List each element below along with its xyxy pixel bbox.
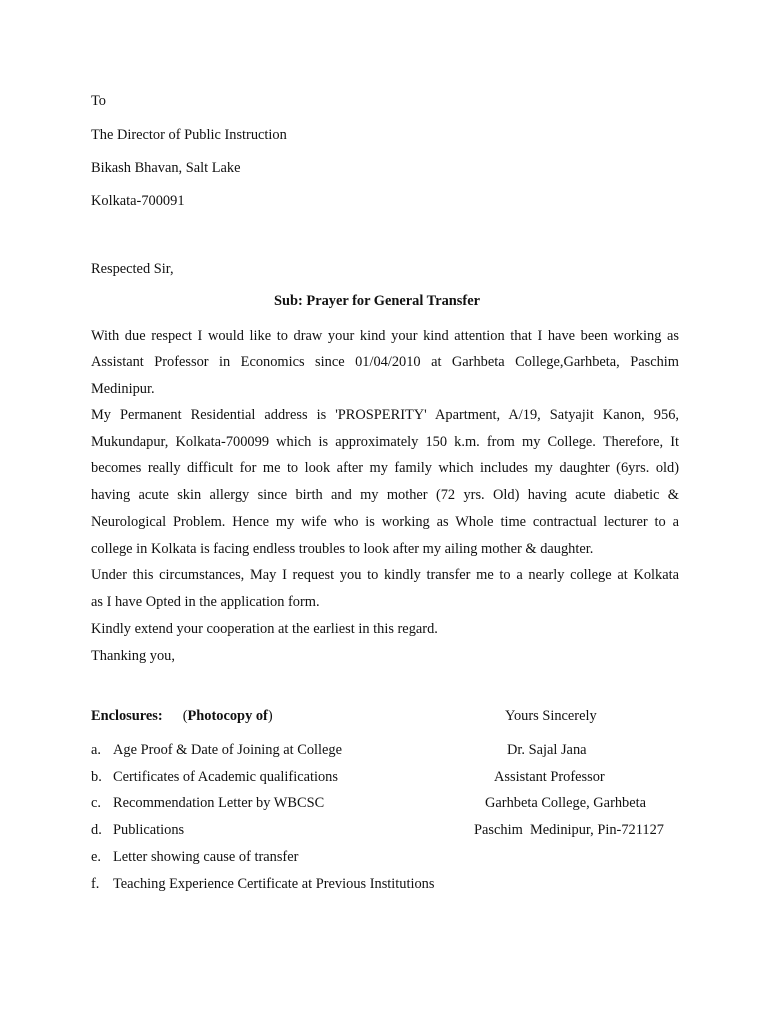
body-p4: Kindly extend your cooperation at the earliest in this regard. <box>91 621 438 637</box>
list-item <box>91 769 338 786</box>
list-item-text: Teaching Experience Certificate at Previous Institutions <box>113 876 435 892</box>
list-marker: a. <box>91 742 101 758</box>
list-item-text: Recommendation Letter by WBCSC <box>113 795 325 811</box>
body-p1-line2: Assistant Professor in Economics since 01/04/2010 at Garhbeta College,Garhbeta, Paschim <box>91 354 679 370</box>
list-marker: f. <box>91 876 100 892</box>
list-item <box>91 822 184 839</box>
signature-college: Garhbeta College, Garhbeta <box>485 795 647 811</box>
signature-closing: Yours Sincerely <box>505 708 597 724</box>
list-marker: b. <box>91 769 102 785</box>
address-recipient: The Director of Public Instruction <box>91 127 287 143</box>
body-p1-line3: Medinipur. <box>91 381 155 397</box>
body-p2-line1: My Permanent Residential address is 'PROSPERITY' Apartment, A/19, Satyajit Kanon, 956, <box>91 407 679 423</box>
enclosures-paren-open: ( <box>182 708 188 724</box>
enclosures-heading: Enclosures: <box>91 708 163 724</box>
list-item <box>91 742 342 759</box>
list-item-text: Publications <box>113 822 185 838</box>
list-marker: e. <box>91 849 101 865</box>
salutation: Respected Sir, <box>91 261 174 277</box>
list-marker: c. <box>91 795 101 811</box>
body-p3-line1: Under this circumstances, May I request you to kindly transfer me to a nearly college at Kolkata <box>91 567 679 583</box>
body-p3-line2: as I have Opted in the application form. <box>91 594 320 610</box>
subject-line: Sub: Prayer for General Transfer <box>274 293 480 309</box>
enclosures-heading-row <box>91 708 273 725</box>
body-p2-line5: Neurological Problem. Hence my wife who is working as Whole time contractual lecturer to a <box>91 514 679 530</box>
body-p1-line1: With due respect I would like to draw your kind your kind attention that I have been working as <box>91 328 679 344</box>
address-to: To <box>91 93 106 109</box>
list-item-text: Letter showing cause of transfer <box>113 849 299 865</box>
enclosures-paren-close: ) <box>267 708 273 724</box>
body-p2-line6: college in Kolkata is facing endless troubles to look after my ailing mother & daughter. <box>91 541 594 557</box>
signature-designation: Assistant Professor <box>494 769 605 785</box>
signature-name: Dr. Sajal Jana <box>507 742 587 758</box>
list-item <box>91 876 434 893</box>
list-item-text: Age Proof & Date of Joining at College <box>113 742 343 758</box>
body-p2-line3: becomes really difficult for me to look after my family which includes my daughter (6yrs. old) <box>91 460 679 476</box>
body-p5: Thanking you, <box>91 648 175 664</box>
enclosures-photocopy: Photocopy of <box>187 708 268 724</box>
list-marker: d. <box>91 822 102 838</box>
list-item <box>91 795 324 812</box>
address-line2: Kolkata-700091 <box>91 193 185 209</box>
list-item-text: Certificates of Academic qualifications <box>113 769 338 785</box>
body-p2-line2: Mukundapur, Kolkata-700099 which is approximately 150 k.m. from my College. Therefore, It <box>91 434 679 450</box>
signature-location: Paschim Medinipur, Pin-721127 <box>474 822 664 838</box>
address-line1: Bikash Bhavan, Salt Lake <box>91 160 241 176</box>
body-p2-line4: having acute skin allergy since birth and my mother (72 yrs. Old) having acute diabetic & <box>91 487 679 503</box>
list-item <box>91 849 298 866</box>
